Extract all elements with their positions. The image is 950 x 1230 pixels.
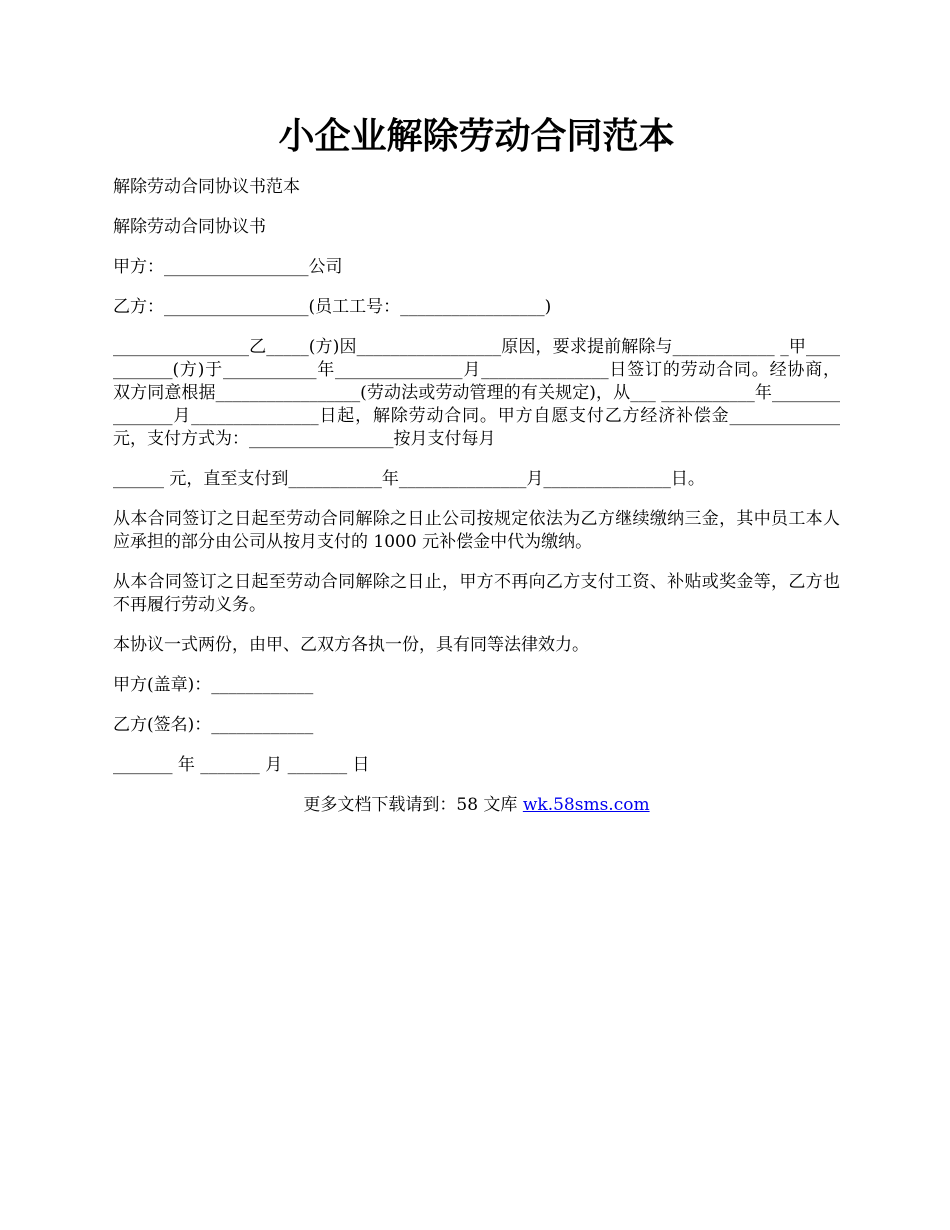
paragraph-termination-terms: ________________乙_____(方)因_________________原因，要求提前解除与____________ _甲___________(方)于___________年_______________月_______________日签订的劳动合同。经协商，双方同意根据_________________(劳动法或劳动管理的有关规定)，从___ ___________年_______________月_______________日起，解除劳动合同。甲方自愿支付乙方经济补偿金_____________元，支付方式为：_________________按月支付每月	[113, 337, 840, 449]
document-footer	[113, 794, 840, 817]
footer-prefix: 更多文档下载请到：58 文库	[303, 795, 523, 815]
paragraph-agreement-template-heading: 解除劳动合同协议书范本	[113, 177, 300, 197]
paragraph-agreement-heading: 解除劳动合同协议书	[113, 217, 266, 237]
paragraph-date-line: _______ 年 _______ 月 _______ 日	[113, 755, 370, 775]
document-title: 小企业解除劳动合同范本	[278, 115, 675, 157]
footer-link[interactable]: wk.58sms.com	[522, 795, 650, 815]
document-page	[113, 110, 840, 817]
paragraph-payment-until: ______ 元，直至支付到___________年_______________月_______________日。	[113, 469, 705, 489]
paragraph-party-a: 甲方：_________________公司	[113, 257, 343, 277]
paragraph-party-b-signature: 乙方(签名)：____________	[113, 715, 314, 735]
paragraph-party-b: 乙方：_________________(员工工号：_________________)	[113, 297, 552, 317]
paragraph-copies: 本协议一式两份，由甲、乙双方各执一份，具有同等法律效力。	[113, 635, 589, 655]
paragraph-insurance: 从本合同签订之日起至劳动合同解除之日止公司按规定依法为乙方继续缴纳三金，其中员工本人应承担的部分由公司从按月支付的 1000 元补偿金中代为缴纳。	[113, 509, 840, 552]
paragraph-no-salary: 从本合同签订之日起至劳动合同解除之日止，甲方不再向乙方支付工资、补贴或奖金等，乙方也不再履行劳动义务。	[113, 572, 840, 615]
paragraph-party-a-seal: 甲方(盖章)：____________	[113, 675, 314, 695]
